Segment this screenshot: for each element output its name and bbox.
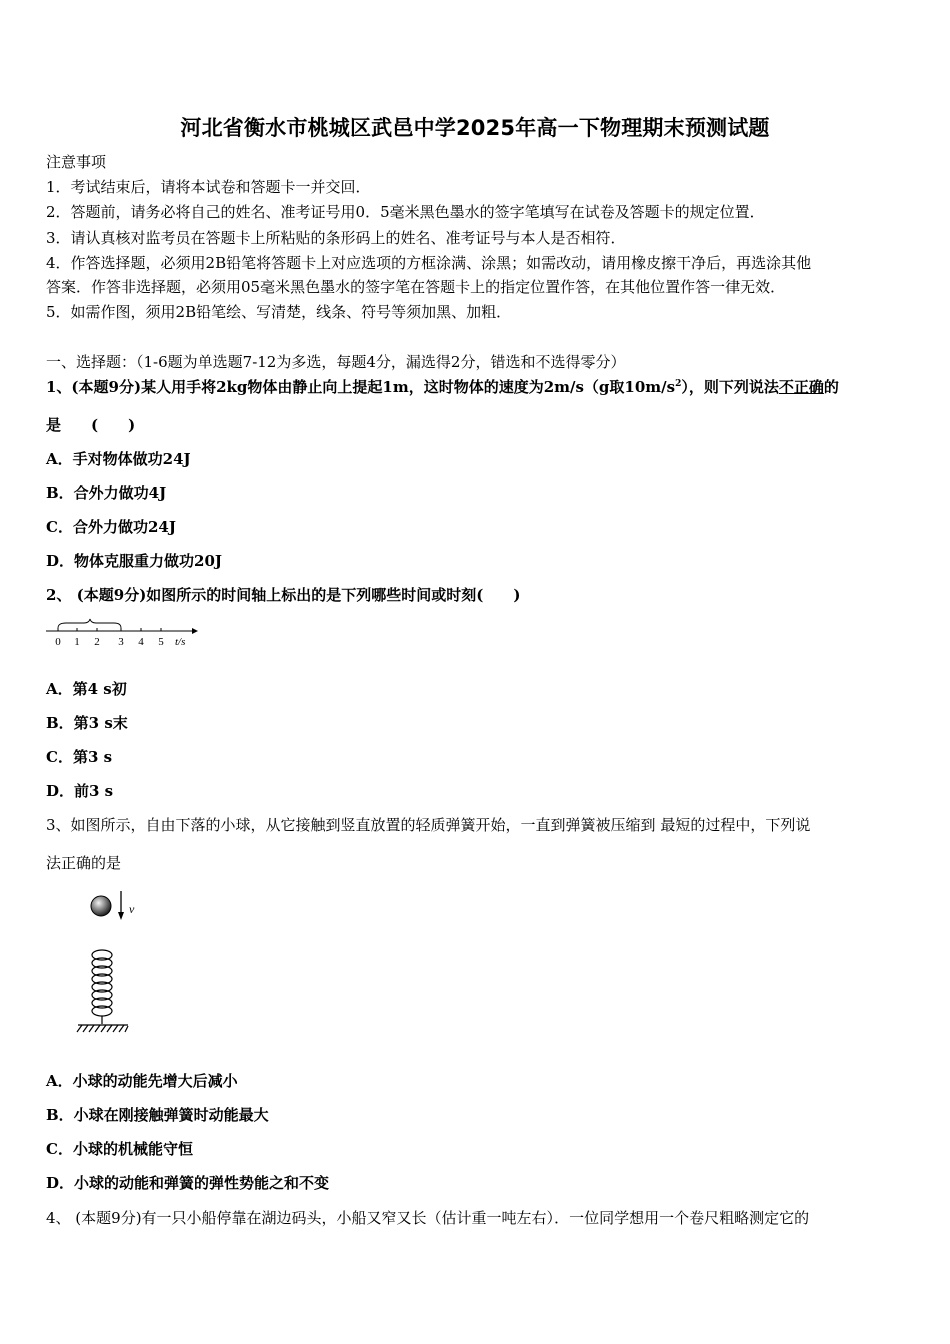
axis-tick-label: 4 — [138, 636, 144, 648]
section-heading: 一、选择题：（1-6题为单选题7-12为多选，每题4分，漏选得2分，错选和不选得零分） — [46, 353, 626, 371]
q3-option-text: C．小球的机械能守恒 — [46, 1140, 193, 1158]
q3-option-text: B．小球在刚接触弹簧时动能最大 — [46, 1106, 269, 1124]
q3-option-a — [46, 1070, 238, 1091]
notice-item: 1．考试结束后，请将本试卷和答题卡一并交回． — [46, 178, 371, 196]
q1-option-a: A．手对物体做功24J — [46, 450, 191, 468]
q1-underlined-text: 不正确 — [778, 378, 824, 396]
q1-option-b: B．合外力做功4J — [46, 484, 167, 502]
q3-option-text: D．小球的动能和弹簧的弹性势能之和不变 — [46, 1174, 330, 1192]
q2-option-c: C．第3 s — [46, 748, 113, 766]
question-3-stem-line2: 法正确的是 — [46, 854, 122, 872]
axis-tick-label: 0 — [55, 636, 61, 648]
axis-tick-label: 1 — [74, 636, 80, 648]
axis-unit-label: t/s — [175, 636, 186, 648]
notice-item: 4．作答选择题，必须用2B铅笔将答题卡上对应选项的方框涂满、涂黑；如需改动，请用橡皮擦干净后，再选涂其他 — [46, 254, 812, 272]
question-1-stem — [46, 376, 839, 397]
ball-icon — [91, 896, 111, 916]
q2-option-d: D．前3 s — [46, 782, 114, 800]
axis-tick-label: 5 — [158, 636, 164, 648]
q3-option-c — [46, 1138, 193, 1159]
notice-item: 5．如需作图，须用2B铅笔绘、写清楚，线条、符号等须加黑、加粗． — [46, 303, 512, 321]
q1-stem-part: ），则下列说法 — [681, 378, 779, 396]
page-title: 河北省衡水市桃城区武邑中学2025年高一下物理期末预测试题 — [180, 116, 770, 140]
q1-stem-part: 的 — [823, 378, 839, 396]
q1-stem-part: 1、(本题9分)某人用手将2kg物体由静止向上提起1m，这时物体的速度为2m/s（g取10m/s — [46, 378, 676, 396]
timeline-figure — [44, 618, 200, 650]
q1-option-d: D．物体克服重力做功20J — [46, 552, 222, 570]
notice-heading: 注意事项 — [46, 153, 107, 171]
notice-item: 3．请认真核对监考员在答题卡上所粘贴的条形码上的姓名、准考证号与本人是否相符． — [46, 229, 626, 247]
question-3-stem: 3、如图所示，自由下落的小球，从它接触到竖直放置的轻质弹簧开始，一直到弹簧被压缩到 最短的过程中，下列说 — [46, 816, 811, 834]
q3-option-d — [46, 1172, 329, 1193]
spring-icon — [92, 950, 112, 1024]
ground-icon — [77, 1025, 128, 1032]
question-1-stem-line2: 是 ( ) — [46, 416, 136, 434]
notice-item: 2．答题前，请务必将自己的姓名、准考证号用0．5毫米黑色墨水的签字笔填写在试卷及答题卡的规定位置． — [46, 203, 765, 221]
q1-option-c: C．合外力做功24J — [46, 518, 176, 536]
ball-spring-figure — [74, 888, 148, 1036]
q3-option-text: A．小球的动能先增大后减小 — [46, 1072, 238, 1090]
q2-option-b: B．第3 s末 — [46, 714, 128, 732]
velocity-label: v — [129, 902, 135, 916]
notice-item: 答案．作答非选择题，必须用05毫米黑色墨水的签字笔在答题卡上的指定位置作答，在其他位置作答一律无效． — [46, 278, 786, 296]
q1-superscript: 2 — [675, 379, 682, 389]
question-2-stem: 2、 (本题9分)如图所示的时间轴上标出的是下列哪些时间或时刻( ) — [46, 586, 521, 604]
question-4-stem: 4、 (本题9分)有一只小船停靠在湖边码头，小船又窄又长（估计重一吨左右）．一位同学想用一个卷尺粗略测定它的 — [46, 1209, 810, 1227]
q2-option-a: A．第4 s初 — [46, 680, 127, 698]
q3-option-b — [46, 1104, 269, 1125]
axis-tick-label: 2 — [94, 636, 100, 648]
axis-tick-label: 3 — [118, 636, 124, 648]
